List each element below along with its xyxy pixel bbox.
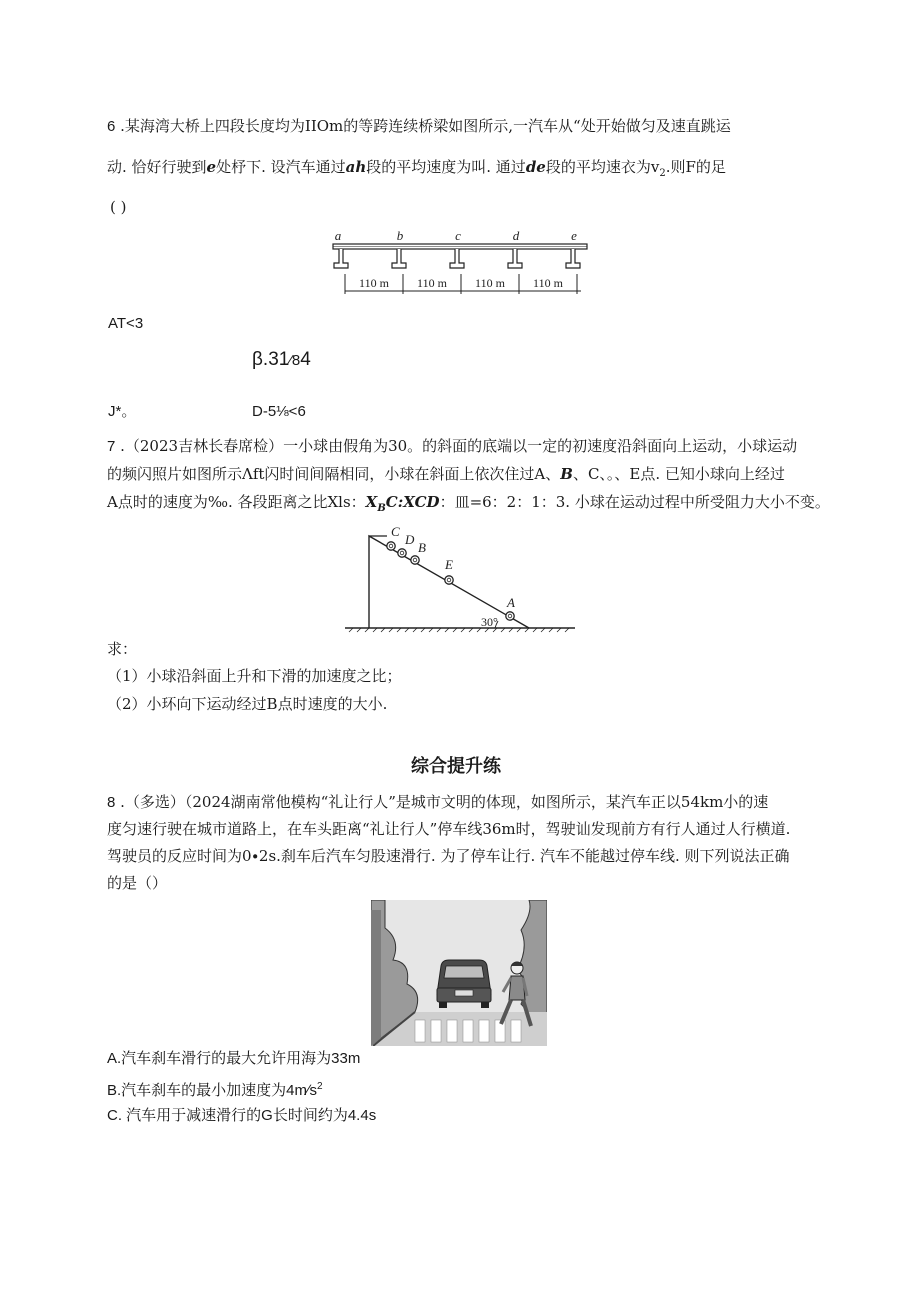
incline-figure xyxy=(343,522,579,634)
q8-number: 8 xyxy=(107,794,116,811)
q6-option-c: J*。 xyxy=(108,403,137,420)
q6-line1 xyxy=(107,116,731,137)
bridge-span-2: 110 m xyxy=(417,276,447,290)
q7-text-2: 的频闪照片如图所示Λft闪时间间隔相同，小球在斜面上依次住过A、 xyxy=(107,465,561,483)
q6-option-b-frac: ⁄8 xyxy=(289,352,301,369)
incline-label-d: D xyxy=(405,532,415,547)
bridge-label-b: b xyxy=(396,228,404,243)
q7-var-cx: C:XCD xyxy=(385,493,440,511)
q6-var-e: e xyxy=(206,158,217,176)
bridge-label-e: e xyxy=(571,228,577,243)
q6-text-2f: .则F的足 xyxy=(665,158,726,176)
incline-label-b: B xyxy=(418,540,426,555)
q6-text-2d: 段的平均速衣为v xyxy=(545,158,660,176)
q7-var-b: B xyxy=(560,465,573,483)
bridge-span-3: 110 m xyxy=(475,276,505,290)
q8-option-a: A.汽车刹车滑行的最大允许用海为33m xyxy=(107,1050,361,1067)
q6-sub-2: 2 xyxy=(659,168,666,179)
incline-label-e: E xyxy=(445,557,453,572)
q7-var-x: X xyxy=(365,493,378,511)
q7-line3 xyxy=(107,492,830,519)
q7-number: 7 xyxy=(107,438,116,455)
q7-text-2c: 、C、。、E点. 已知小球向上经过 xyxy=(572,465,785,483)
q6-option-b xyxy=(252,348,311,373)
q6-option-a: AT<3 xyxy=(108,315,144,332)
bridge-label-a: a xyxy=(334,228,342,243)
section-title: 综合提升练 xyxy=(411,756,501,777)
q8-text-1: .（多选）（2024湖南常他模构“礼让行人”是城市文明的体现，如图所示，某汽车正以54km小的速 xyxy=(120,793,769,811)
q6-option-b-pre: β.31 xyxy=(252,349,290,370)
q7-sub: B xyxy=(377,503,386,514)
bridge-label-c: c xyxy=(455,228,461,243)
q8-line4: 的是（） xyxy=(107,874,168,892)
q6-answer-paren: ( ) xyxy=(110,198,127,216)
q7-text-3a: A点时的速度为‰. 各段距离之比Xls： xyxy=(107,493,366,511)
q6-line2 xyxy=(107,157,726,184)
q8-line2: 度匀速行驶在城市道路上，在车头距离“礼让行人”停车线36m时，驾驶讪发现前方有行人通过人行横道. xyxy=(107,820,791,838)
bridge-figure xyxy=(325,228,595,298)
q8-line3: 驾驶员的反应时间为0∙2s.刹车后汽车匀股速滑行. 为了停车让行. 汽车不能越过停车线. 则下列说法正确 xyxy=(107,847,790,865)
incline-angle: 30° xyxy=(481,615,498,629)
q7-line2 xyxy=(107,464,785,484)
q6-number: 6 xyxy=(107,118,116,135)
q6-option-b-post: 4 xyxy=(300,349,311,370)
q8-line1 xyxy=(107,792,768,813)
q7-line1 xyxy=(107,436,797,457)
q8-option-b-text: B.汽车刹车的最小加速度为4m∕s xyxy=(107,1082,318,1099)
q6-option-d: D-5⅛<6 xyxy=(252,403,306,420)
q7-text-1: .（2023吉林长春席检）一小球由假角为30。的斜面的底端以一定的初速度沿斜面向上运动，小球运动 xyxy=(120,437,798,455)
q7-text-3b: ：皿=6：2：1：3. 小球在运动过程中所受阻力大小不变。 xyxy=(439,493,830,511)
q8-option-b xyxy=(107,1077,323,1101)
incline-label-a: A xyxy=(507,595,515,610)
bridge-span-4: 110 m xyxy=(533,276,563,290)
q8-option-c: C. 汽车用于减速滑行的G长时间约为4.4s xyxy=(107,1107,377,1124)
q7-sub-question-1: （1）小球沿斜面上升和下滑的加速度之比； xyxy=(107,667,402,685)
q7-ask: 求： xyxy=(107,640,138,658)
q6-var-ah: ah xyxy=(345,158,367,176)
q7-sub-question-2: （2）小环向下运动经过B点时速度的大小. xyxy=(107,695,388,713)
q6-text-2b: 处杼下. 设汽车通过 xyxy=(216,158,346,176)
crosswalk-figure xyxy=(371,900,547,1046)
q6-text-2c: 段的平均速度为叫. 通过 xyxy=(366,158,526,176)
incline-label-c: C xyxy=(391,524,400,539)
q6-var-de: de xyxy=(525,158,546,176)
bridge-span-1: 110 m xyxy=(359,276,389,290)
q6-text-1: .某海湾大桥上四段长度均为IIOm的等跨连续桥梁如图所示,一汽车从“处开始做匀及速直跳运 xyxy=(120,117,731,135)
q8-option-b-sup: 2 xyxy=(317,1081,323,1092)
bridge-label-d: d xyxy=(512,228,520,243)
q6-text-2a: 动. 恰好行驶到 xyxy=(107,158,207,176)
